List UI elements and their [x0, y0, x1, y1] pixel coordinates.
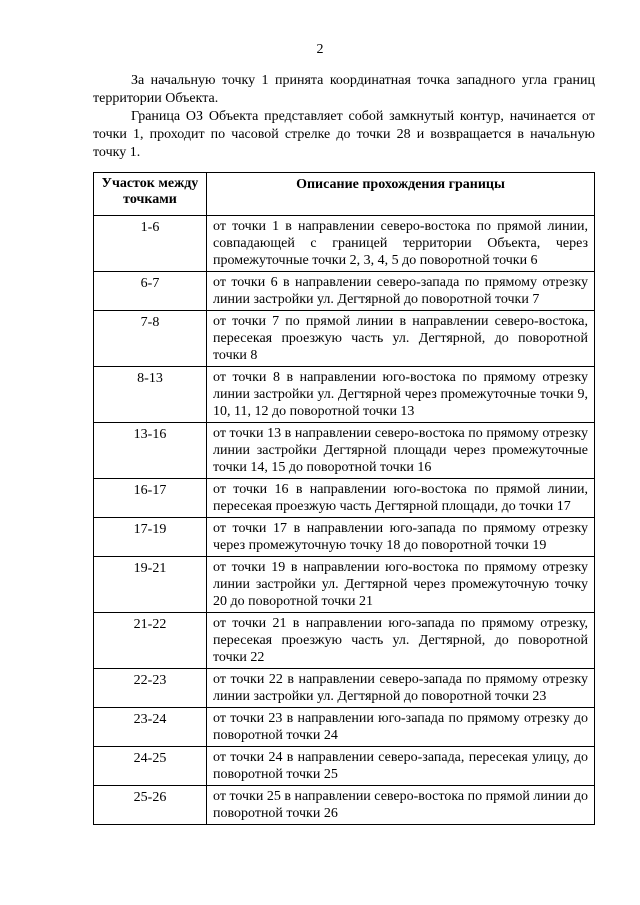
table-header-row: [94, 173, 595, 216]
boundary-description-table: [93, 172, 595, 825]
segment-cell: 1-6: [94, 216, 207, 272]
table-row: [94, 786, 595, 825]
description-cell: от точки 21 в направлении юго-запада по прямому отрезку, пересекая проезжую часть ул. Дегтярной, до поворотной точки 22: [207, 613, 595, 669]
segment-cell: 17-19: [94, 518, 207, 557]
table-row: [94, 613, 595, 669]
description-cell: от точки 6 в направлении северо-запада по прямому отрезку линии застройки ул. Дегтярной до поворотной точки 7: [207, 272, 595, 311]
table-row: [94, 479, 595, 518]
description-cell: от точки 17 в направлении юго-запада по прямому отрезку через промежуточную точку 18 до поворотной точки 19: [207, 518, 595, 557]
segment-cell: 25-26: [94, 786, 207, 825]
description-cell: от точки 22 в направлении северо-запада по прямому отрезку линии застройки ул. Дегтярной до поворотной точки 23: [207, 669, 595, 708]
description-cell: от точки 23 в направлении юго-запада по прямому отрезку до поворотной точки 24: [207, 708, 595, 747]
description-cell: от точки 25 в направлении северо-востока по прямой линии до поворотной точки 26: [207, 786, 595, 825]
segment-cell: 23-24: [94, 708, 207, 747]
segment-cell: 7-8: [94, 311, 207, 367]
table-row: [94, 669, 595, 708]
description-cell: от точки 16 в направлении юго-востока по прямой линии, пересекая проезжую часть Дегтярной площади, до точки 17: [207, 479, 595, 518]
description-cell: от точки 8 в направлении юго-востока по прямому отрезку линии застройки ул. Дегтярной через промежуточные точки 9, 10, 11, 12 до поворотной точки 13: [207, 367, 595, 423]
intro-text: [93, 72, 595, 162]
segment-cell: 6-7: [94, 272, 207, 311]
segment-cell: 19-21: [94, 557, 207, 613]
description-cell: от точки 19 в направлении юго-востока по прямому отрезку линии застройки ул. Дегтярной через промежуточную точку 20 до поворотной точки 21: [207, 557, 595, 613]
table-row: [94, 272, 595, 311]
segment-cell: 22-23: [94, 669, 207, 708]
table-row: [94, 311, 595, 367]
description-cell: от точки 7 по прямой линии в направлении северо-востока, пересекая проезжую часть ул. Дегтярной, до поворотной точки 8: [207, 311, 595, 367]
intro-paragraph-start-point: За начальную точку 1 принята координатная точка западного угла границ территории Объекта.: [93, 73, 595, 106]
table-row: [94, 557, 595, 613]
table-row: [94, 747, 595, 786]
segment-cell: 21-22: [94, 613, 207, 669]
description-cell: от точки 1 в направлении северо-востока по прямой линии, совпадающей с границей территории Объекта, через промежуточные точки 2, 3, 4, 5 до поворотной точки 6: [207, 216, 595, 272]
segment-cell: 13-16: [94, 423, 207, 479]
header-segment: Участок между точками: [94, 173, 207, 216]
segment-cell: 24-25: [94, 747, 207, 786]
table-row: [94, 708, 595, 747]
table-row: [94, 216, 595, 272]
intro-paragraph-contour: Граница ОЗ Объекта представляет собой замкнутый контур, начинается от точки 1, проходит по часовой стрелке до точки 28 и возвращается в начальную точку 1.: [93, 109, 595, 160]
table-row: [94, 367, 595, 423]
segment-cell: 16-17: [94, 479, 207, 518]
segment-cell: 8-13: [94, 367, 207, 423]
table-row: [94, 423, 595, 479]
description-cell: от точки 24 в направлении северо-запада, пересекая улицу, до поворотной точки 25: [207, 747, 595, 786]
header-description: Описание прохождения границы: [207, 173, 595, 216]
description-cell: от точки 13 в направлении северо-востока по прямому отрезку линии застройки Дегтярной площади через промежуточные точки 14, 15 до поворотной точки 16: [207, 423, 595, 479]
table-body: [94, 216, 595, 825]
page-number: 2: [316, 42, 324, 57]
table-row: [94, 518, 595, 557]
